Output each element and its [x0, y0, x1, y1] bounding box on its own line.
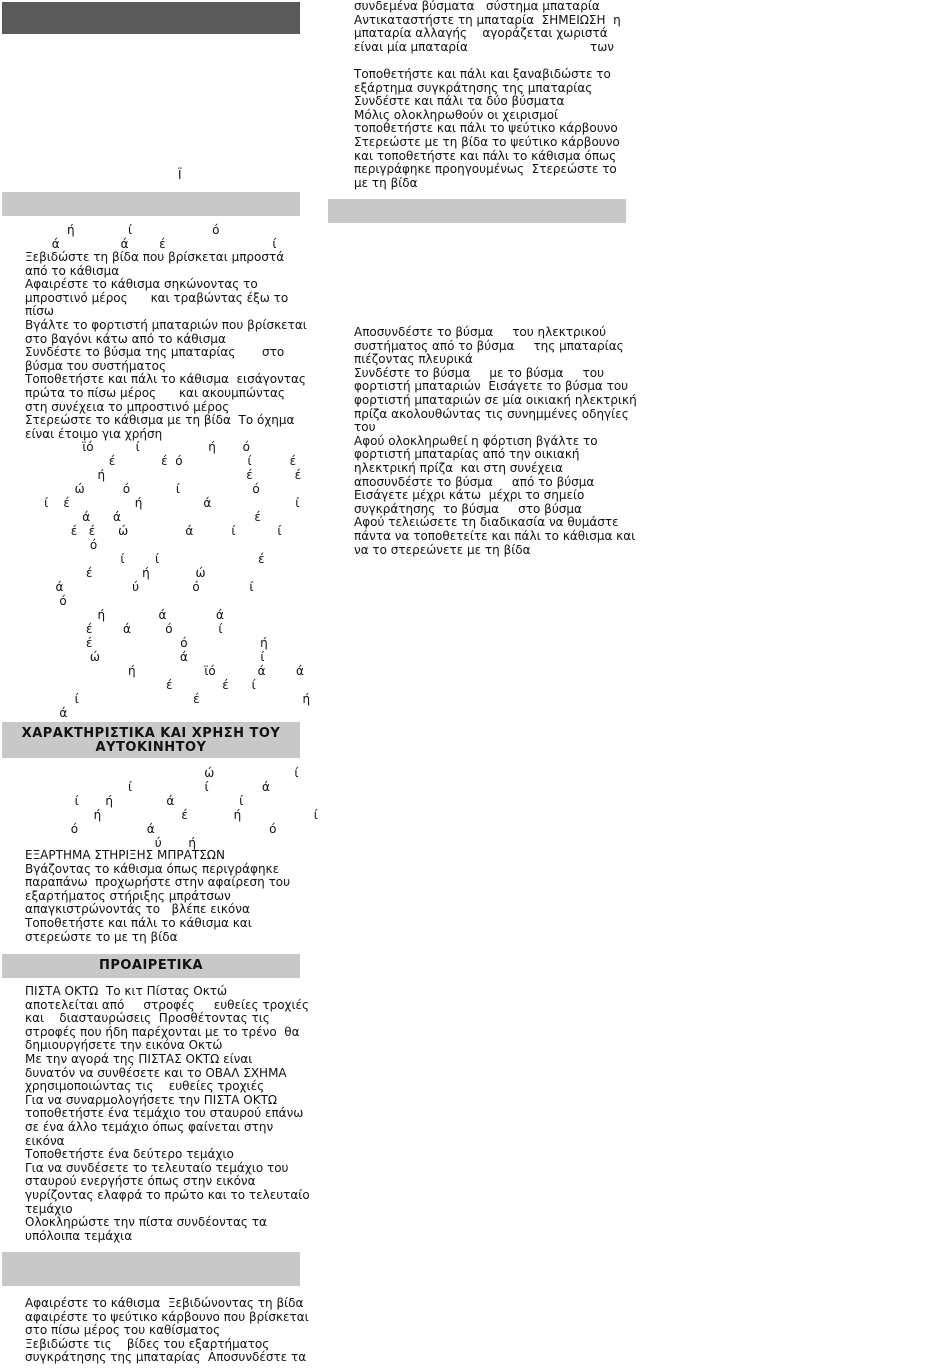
fragment-line: έ ά ό ί — [25, 622, 223, 636]
fragment-line: ί ί ά — [25, 780, 270, 794]
fragment-line: ά ά έ — [25, 510, 261, 524]
stray-mark: Ϊ — [178, 168, 182, 182]
fragment-line: ό — [25, 594, 67, 608]
reassembly-instructions: Τοποθετήστε και πάλι και ξαναβιδώστε το εξάρτημα συγκράτησης της μπαταρίας Συνδέστε και πάλι τα δύο βύσματα Μόλις ολοκληρωθούν οι χειρισμοί τοποθετήστε και πάλι το ψεύτικο κάρβουνο Στερεώστε με τη βίδα το ψεύτικο κάρβουνο και τοποθετήστε και πάλι το κάθισμα όπως περιγράφηκε προηγουμένως Στερεώστε το με τη βίδα — [354, 67, 620, 190]
battery-removal-instructions: Αφαιρέστε το κάθισμα Ξεβιδώνοντας τη βίδα αφαιρέστε το ψεύτικο κάρβουνο που βρίσκεται στο πίσω μέρος του καθίσματος Ξεβιδώστε τις βίδες του εξαρτήματος συγκράτησης της μπαταρίας Αποσυνδέστε τα — [25, 1296, 309, 1365]
fragment-line: έ ή ώ — [25, 566, 206, 580]
optional-heading: ΠΡΟΑΙΡΕΤΙΚΑ — [98, 958, 204, 973]
fragment-line: ή έ ή ί — [25, 808, 318, 822]
fragment-line: ί ή ά ί — [25, 794, 244, 808]
battery-replace-instructions: συνδεμένα βύσματα σύστημα μπαταρία Αντικαταστήστε τη μπαταρία ΣΗΜΕΙΩΣΗ η μπαταρία αλλαγής αγοράζεται χωριστά είναι μία μπαταρία των — [354, 0, 621, 54]
fragment-line: ώ ί — [25, 766, 299, 780]
fragment-line: ώ ό ί ό — [25, 482, 260, 496]
arm-support-instructions: ΕΞΑΡΤΗΜΑ ΣΤΗΡΙΞΗΣ ΜΠΡΑΤΣΩΝ Βγάζοντας το κάθισμα όπως περιγράφηκε παραπάνω προχωρήστε στην αφαίρεση του εξαρτήματος στήριξης μπράτσων απαγκιστρώνοντάς το βλέπε εικόνα Τοποθετήστε και πάλι το κάθισμα και στερεώστε το με τη βίδα — [25, 848, 291, 944]
top-title-banner — [2, 2, 300, 34]
charging-instructions: Αποσυνδέστε το βύσμα του ηλεκτρικού συστήματος από το βύσμα της μπαταρίας πιέζοντας πλευρικά Συνδέστε το βύσμα με το βύσμα του φορτιστή μπαταριών Εισάγετε το βύσμα του φορτιστή μπαταριών σε μία οικιακή ηλεκτρική πρίζα ακολουθώντας τις συνημμένες οδηγίες του Αφού ολοκληρωθεί η φόρτιση βγάλτε το φορτιστή μπαταρίας από την οικιακή ηλεκτρική πρίζα και στη συνέχεια αποσυνδέστε το βύσμα από το βύσμα Εισάγετε μέχρι κάτω μέχρι το σημείο συγκράτησης το βύσμα στο βύσμα Αφού τελειώσετε τη διαδικασία να θυμάστε πάντα να τοποθετείτε και πάλι το κάθισμα και να το στερεώνετε με τη βίδα — [354, 325, 637, 557]
fragment-line: ή ί ό — [25, 223, 220, 237]
fragment-line: ό ά ό — [25, 822, 277, 836]
fragment-line: ά — [25, 706, 68, 720]
fragment-line: έ έ ό ί έ — [25, 454, 297, 468]
track-eight-instructions: ΠΙΣΤΑ ΟΚΤΩ Το κιτ Πίστας Οκτώ αποτελείται από στροφές ευθείες τροχιές και διασταυρώσεις Προσθέτοντας τις στροφές που ήδη παρέχονται με το τρένο θα δημιουργήσετε την εικόνα Οκτώ Με την αγορά της ΠΙΣΤΑΣ ΟΚΤΩ είναι δυνατόν να συνθέσετε και το ΟΒΑΛ ΣΧΗΜΑ χρησιμοποιώντας τις ευθείες τροχιές Για να συναρμολογήσετε την ΠΙΣΤΑ ΟΚΤΩ τοποθετήστε ένα τεμάχιο του σταυρού επάνω σε ένα άλλο τεμάχιο όπως φαίνεται στην εικόνα Τοποθετήστε ένα δεύτερο τεμάχιο Για να συνδέσετε το τελευταίο τεμάχιο του σταυρού ενεργήστε όπως στην εικόνα γυρίζοντας ελαφρά το πρώτο και το τελευταίο τεμάχιο Ολοκληρώστε την πίστα συνδέοντας τα υπόλοιπα τεμάχια — [25, 984, 310, 1243]
fragment-line: ώ ά ί — [25, 650, 265, 664]
fragment-line: έ έ ί — [25, 678, 256, 692]
fragment-line: έ ό ή — [25, 636, 268, 650]
fragment-line: ή ϊό ά ά — [25, 664, 304, 678]
section-banner-battery — [2, 1252, 300, 1286]
assembly-instructions: Ξεβιδώστε τη βίδα που βρίσκεται μπροστά από το κάθισμα Αφαιρέστε το κάθισμα σηκώνοντας το μπροστινό μέρος και τραβώντας έξω το πίσω Βγάλτε το φορτιστή μπαταριών που βρίσκεται στο βαγόνι κάτω από το κάθισμα Συνδέστε το βύσμα της μπαταρίας στο βύσμα του συστήματος Τοποθετήστε και πάλι το κάθισμα εισάγοντας πρώτα το πίσω μέρος και ακουμπώντας στη συνέχεια το μπροστινό μέρος Στερεώστε το κάθισμα με τη βίδα Το όχημα είναι έτοιμο για χρήση — [25, 250, 307, 441]
fragment-line: ό — [25, 538, 98, 552]
fragment-line: ί έ ή — [25, 692, 311, 706]
features-heading: ΧΑΡΑΚΤΗΡΙΣΤΙΚΑ ΚΑΙ ΧΡΗΣΗ ΤΟΥ ΑΥΤΟΚΙΝΗΤΟΥ — [21, 726, 281, 755]
fragment-line: ί έ ή ά ί — [25, 496, 300, 510]
fragment-line: ή ά ά — [25, 608, 224, 622]
fragment-line: έ έ ώ ά ί ί — [25, 524, 282, 538]
section-banner-assembly — [2, 192, 300, 216]
fragment-line: ί ί έ — [25, 552, 265, 566]
section-banner-charging — [328, 199, 626, 223]
fragment-line: ή έ έ — [25, 468, 302, 482]
fragment-line: ϊό ί ή ό — [25, 440, 250, 454]
fragment-line: ά ύ ό ί — [25, 580, 254, 594]
fragment-line: ύ ή — [25, 836, 196, 850]
fragment-line: ά ά έ ί — [25, 237, 277, 251]
